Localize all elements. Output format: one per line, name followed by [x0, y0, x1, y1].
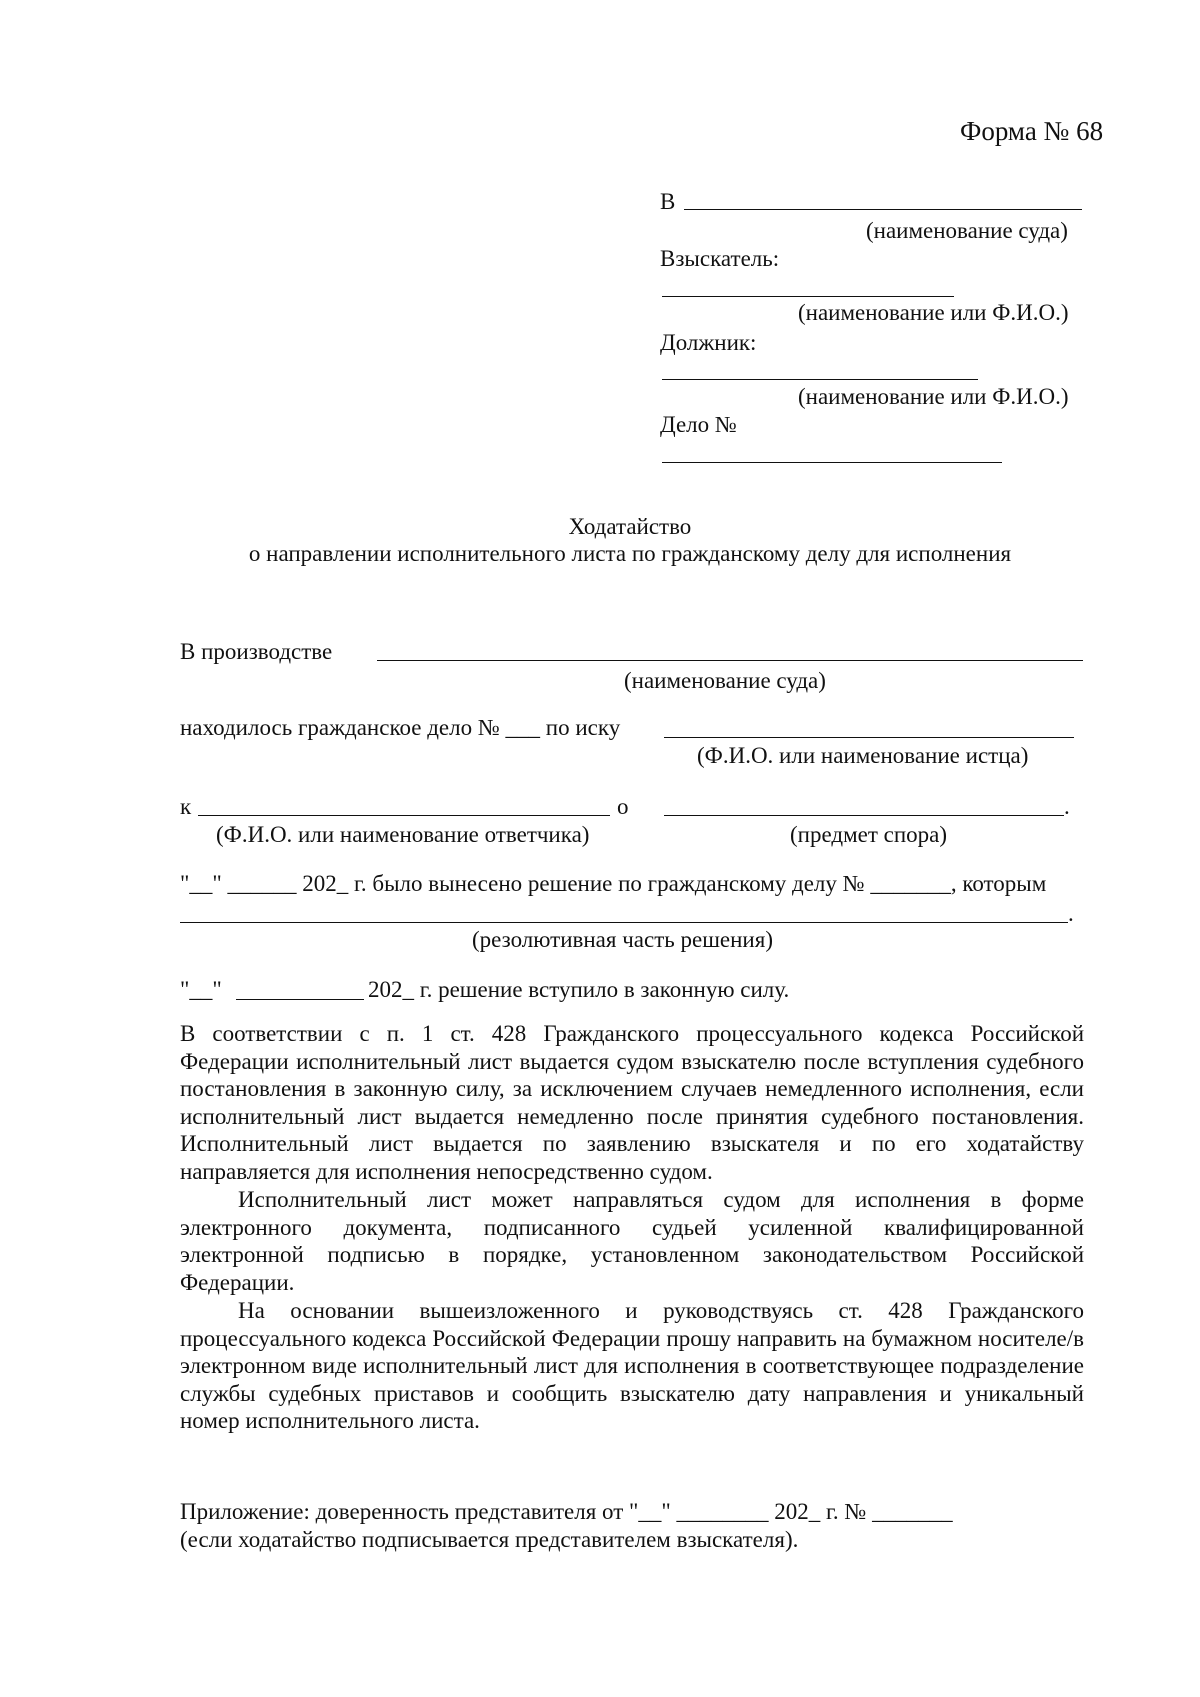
form-number: Форма № 68 [960, 116, 1104, 146]
attachment-note: (если ходатайство подписывается представителем взыскателя). [180, 1527, 799, 1552]
effect-date-quote: "__" [180, 977, 222, 1002]
header-court-caption: (наименование суда) [866, 218, 1068, 243]
subject-period: . [1064, 794, 1070, 819]
operative-blank-line [180, 922, 1068, 923]
court-name-blank-line [377, 660, 1083, 661]
operative-period: . [1068, 901, 1074, 926]
effect-text: 202_ г. решение вступило в законную силу. [368, 977, 790, 1002]
document-subtitle: о направлении исполнительного листа по гражданскому делу для исполнения [248, 541, 1012, 566]
decision-line: "__" ______ 202_ г. было вынесено решение по гражданскому делу № _______, которым [180, 871, 1047, 896]
plaintiff-caption: (Ф.И.О. или наименование истца) [697, 743, 1029, 768]
in-proceedings-label: В производстве [180, 639, 333, 664]
paragraph-request: На основании вышеизложенного и руководствуясь ст. 428 Гражданского процессуального кодекса Российской Федерации прошу направить на бумажном носителе/в электронном виде исполнительный лист для исполнения в соответствующее подразделение службы судебных приставов и сообщить взыскателю дату направления и уникальный номер исполнительного листа. [180, 1298, 1084, 1434]
operative-caption: (резолютивная часть решения) [472, 927, 773, 952]
claimant-caption: (наименование или Ф.И.О.) [798, 300, 1069, 325]
attachment-line: Приложение: доверенность представителя от "__" ________ 202_ г. № _______ [180, 1499, 953, 1524]
court-blank-line [684, 209, 1082, 210]
paragraph-legal-basis: В соответствии с п. 1 ст. 428 Гражданского процессуального кодекса Российской Федерации исполнительный лист выдается судом взыскателю после вступления судебного постановления в законную силу, за исключением случаев немедленного исполнения, если исполнительный лист выдается немедленно после принятия судебного постановления. Исполнительный лист выдается по заявлению взыскателя и по его ходатайству направляется для исполнения непосредственно судом. [180, 1021, 1084, 1184]
header-to-prefix: В [660, 189, 676, 214]
claimant-blank-line [662, 296, 954, 297]
effect-month-blank-line [236, 999, 364, 1000]
case-blank-line [662, 462, 1002, 463]
debtor-caption: (наименование или Ф.И.О.) [798, 384, 1069, 409]
debtor-blank-line [662, 379, 978, 380]
defendant-caption: (Ф.И.О. или наименование ответчика) [216, 822, 590, 847]
court-name-caption: (наименование суда) [624, 668, 826, 693]
defendant-blank-line [198, 815, 610, 816]
subject-caption: (предмет спора) [790, 822, 948, 847]
document-title: Ходатайство [568, 514, 692, 539]
debtor-label: Должник: [660, 330, 757, 355]
subject-blank-line [664, 815, 1064, 816]
subject-prefix: о [617, 794, 629, 819]
claimant-label: Взыскатель: [660, 246, 780, 271]
defendant-prefix: к [180, 794, 192, 819]
case-number-text: находилось гражданское дело № ___ по иску [180, 715, 621, 740]
paragraph-electronic-form: Исполнительный лист может направляться судом для исполнения в форме электронного документа, подписанного судьей усиленной квалифицированной электронной подписью в порядке, установленном законодательством Российской Федерации. [180, 1187, 1084, 1295]
plaintiff-blank-line [664, 737, 1074, 738]
case-label: Дело № [660, 412, 737, 437]
